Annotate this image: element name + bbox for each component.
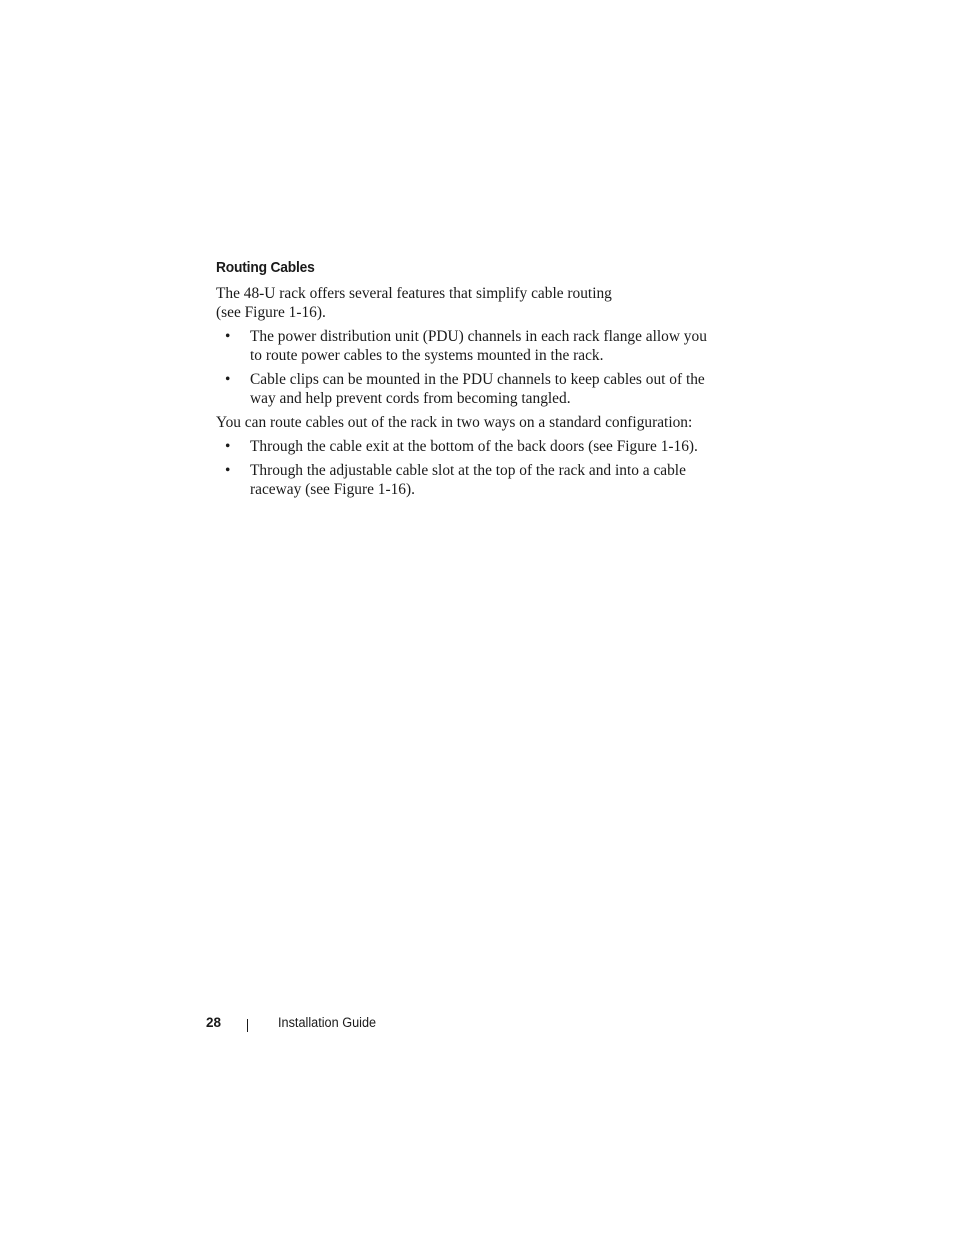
document-body — [216, 259, 716, 504]
page-footer — [0, 1015, 954, 1035]
list-item — [216, 327, 716, 365]
features-list — [216, 327, 716, 408]
list-item-text: The power distribution unit (PDU) channels in each rack flange allow you to route power cables to the systems mounted in the rack. — [250, 328, 707, 364]
routes-list — [216, 437, 716, 499]
routing-paragraph: You can route cables out of the rack in two ways on a standard configuration: — [216, 414, 693, 431]
intro-text: The 48-U rack offers several features that simplify cable routing — [216, 285, 612, 302]
bullet-icon: • — [225, 328, 231, 345]
intro-paragraph — [216, 284, 716, 322]
list-item — [216, 370, 716, 408]
page-number: 28 — [206, 1015, 222, 1030]
bullet-icon: • — [225, 438, 231, 455]
bullet-icon: • — [225, 462, 231, 479]
section-heading: Routing Cables — [216, 259, 315, 276]
list-item-text: Through the cable exit at the bottom of the back doors (see Figure 1-16). — [250, 438, 698, 455]
footer-doc-title: Installation Guide — [278, 1015, 377, 1030]
list-item-text: Through the adjustable cable slot at the top of the rack and into a cable raceway (see Figure 1-16). — [250, 462, 686, 498]
list-item — [216, 461, 716, 499]
footer-divider — [247, 1019, 248, 1032]
intro-figure-ref: (see Figure 1-16). — [216, 304, 326, 321]
list-item — [216, 437, 716, 456]
list-item-text: Cable clips can be mounted in the PDU channels to keep cables out of the way and help prevent cords from becoming tangled. — [250, 371, 705, 407]
bullet-icon: • — [225, 371, 231, 388]
